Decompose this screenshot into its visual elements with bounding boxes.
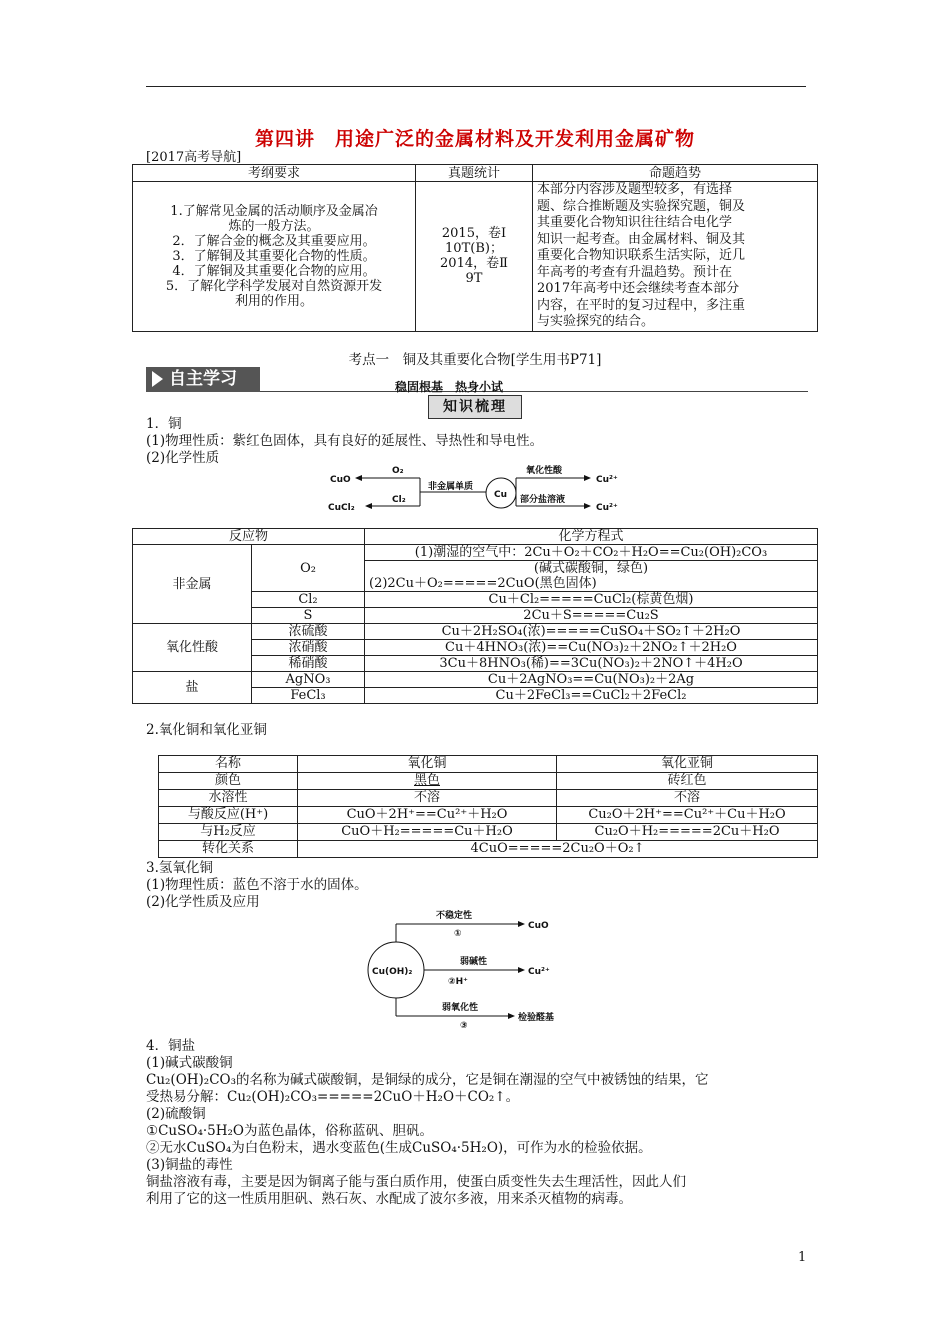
page-number: 1 <box>798 1250 807 1265</box>
trend-line: 知识一起考查。由金属材料、铜及其 <box>537 231 746 247</box>
oxide-cell: 4CuO=====2Cu₂O＋O₂↑ <box>298 841 818 858</box>
cell-agno3: AgNO₃ <box>252 672 365 688</box>
oxide-cell: Cu₂O＋2H⁺==Cu²⁺＋Cu＋H₂O <box>557 807 818 824</box>
cu-label: Cu <box>494 490 508 500</box>
req-line: 5．了解化学科学发展对自然资源开发 <box>165 278 383 294</box>
eq-o2-1b: (碱式碳酸铜，绿色) <box>365 561 818 577</box>
s1-heading: 1．铜 <box>146 416 182 432</box>
s4-1b: 受热易分解：Cu₂(OH)₂CO₃=====2CuO＋H₂O＋CO₂↑。 <box>146 1089 520 1105</box>
oxide-cell: Cu₂O＋H₂=====2Cu＋H₂O <box>557 824 818 841</box>
requirements-cell <box>133 182 416 332</box>
s4-3a: 铜盐溶液有毒，主要是因为铜离子能与蛋白质作用，使蛋白质变性失去生理活性，因此人们 <box>146 1174 686 1190</box>
oxide-cell: 不溶 <box>557 790 818 807</box>
stats-cell <box>416 182 533 332</box>
req-line: 利用的作用。 <box>234 293 313 309</box>
eq-fecl3: Cu＋2FeCl₃==CuCl₂＋2FeCl₂ <box>365 688 818 704</box>
s4-3: (3)铜盐的毒性 <box>146 1157 233 1173</box>
th-reactant: 反应物 <box>133 529 365 545</box>
stat-line: 2014，卷Ⅱ <box>440 256 508 272</box>
result-2: Cu²⁺ <box>528 967 550 977</box>
cell-cl2: Cl₂ <box>252 592 365 608</box>
num-2: ②H⁺ <box>448 977 468 987</box>
oxide-cell: CuO＋2H⁺==Cu²⁺＋H₂O <box>298 807 557 824</box>
oxide-table <box>158 755 818 858</box>
header-requirements: 考纲要求 <box>133 165 416 182</box>
guide-table <box>132 164 818 332</box>
header-trend: 命题趋势 <box>533 165 818 182</box>
cell-nonmetal: 非金属 <box>133 545 252 624</box>
th-equation: 化学方程式 <box>365 529 818 545</box>
num-3: ③ <box>460 1021 468 1028</box>
s4-3b: 利用了它的这一性质用胆矾、熟石灰、水配成了波尔多液，用来杀灭植物的病毒。 <box>146 1191 632 1207</box>
eq-o2-2: (2)2Cu＋O₂=====2CuO(黑色固体) <box>365 576 818 592</box>
cell-oxacid: 氧化性酸 <box>133 624 252 672</box>
req-line: 4．了解铜及其重要化合物的应用。 <box>172 263 376 279</box>
cell-fecl3: FeCl₃ <box>252 688 365 704</box>
copper-reaction-diagram <box>320 462 630 520</box>
oxide-cell: 不溶 <box>298 790 557 807</box>
trend-line: 与实验探究的结合。 <box>537 314 655 329</box>
cuoh2-label: Cu(OH)₂ <box>372 967 413 977</box>
trend-line: 其重要化合物知识往往结合电化学 <box>537 215 733 230</box>
s1-physical: (1)物理性质：紫红色固体，具有良好的延展性、导热性和导电性。 <box>146 433 544 449</box>
cell-s: S <box>252 608 365 624</box>
req-line: 炼的一般方法。 <box>228 218 320 234</box>
label-3: 弱氧化性 <box>442 1003 479 1013</box>
num-1: ① <box>454 929 462 939</box>
req-line: 2．了解合金的概念及其重要应用。 <box>172 233 376 249</box>
cell-salt: 盐 <box>133 672 252 704</box>
knowledge-box: 知识梳理 <box>428 395 522 419</box>
page-title: 第四讲 用途广泛的金属材料及开发利用金属矿物 <box>254 128 695 150</box>
oxide-cell: 转化关系 <box>159 841 298 858</box>
oxide-cell: 氧化亚铜 <box>557 756 818 773</box>
label-1: 不稳定性 <box>436 911 473 921</box>
s3-heading: 3.氢氧化铜 <box>146 860 213 876</box>
o2-label: O₂ <box>392 466 404 476</box>
salt-label: 部分盐溶液 <box>520 495 566 505</box>
cu2-label-a: Cu²⁺ <box>596 475 618 485</box>
cu2-label-b: Cu²⁺ <box>596 503 618 513</box>
banner-subtitle: 稳固根基 热身小试 <box>395 380 504 394</box>
cucl2-label: CuCl₂ <box>328 503 355 513</box>
self-study-banner <box>146 367 260 392</box>
cell-h2so4: 浓硫酸 <box>252 624 365 640</box>
eq-s: 2Cu＋S=====Cu₂S <box>365 608 818 624</box>
eq-o2-1: (1)潮湿的空气中：2Cu＋O₂＋CO₂＋H₂O==Cu₂(OH)₂CO₃ <box>365 545 818 561</box>
acid-label: 氧化性酸 <box>526 466 563 476</box>
oxide-cell: 黑色 <box>298 773 557 790</box>
s3-physical: (1)物理性质：蓝色不溶于水的固体。 <box>146 877 368 893</box>
eq-cl2: Cu＋Cl₂=====CuCl₂(棕黄色烟) <box>365 592 818 608</box>
label-2: 弱碱性 <box>460 957 488 967</box>
s2-heading: 2.氧化铜和氧化亚铜 <box>146 722 267 738</box>
stat-line: 10T(B)； <box>445 241 503 257</box>
stat-line: 9T <box>465 271 483 287</box>
trend-line: 年高考的考查有升温趋势。预计在 <box>537 264 733 280</box>
eq-h2so4: Cu＋2H₂SO₄(浓)=====CuSO₄＋SO₂↑＋2H₂O <box>365 624 818 640</box>
s4-2b: ②无水CuSO₄为白色粉末，遇水变蓝色(生成CuSO₄·5H₂O)，可作为水的检验依据。 <box>146 1140 652 1156</box>
s4-1: (1)碱式碳酸铜 <box>146 1055 233 1071</box>
reaction-table <box>132 528 818 704</box>
nonmetal-label: 非金属单质 <box>428 482 474 492</box>
eq-hno3c: Cu＋4HNO₃(浓)==Cu(NO₃)₂＋2NO₂↑＋2H₂O <box>365 640 818 656</box>
play-icon <box>152 371 163 387</box>
oxide-cell: 氧化铜 <box>298 756 557 773</box>
req-line: 1.了解常见金属的活动顺序及金属冶 <box>170 203 378 219</box>
banner-rule <box>260 391 808 392</box>
header-stats: 真题统计 <box>416 165 533 182</box>
trend-line: 2017年高考中还会继续考查本部分 <box>537 281 740 296</box>
oxide-cell: 颜色 <box>159 773 298 790</box>
nav-label: [2017高考导航] <box>146 150 242 165</box>
oxide-cell: 名称 <box>159 756 298 773</box>
trend-line: 重要化合物知识联系生活实际，近几 <box>537 248 746 263</box>
cell-o2: O₂ <box>252 545 365 592</box>
eq-agno3: Cu＋2AgNO₃==Cu(NO₃)₂＋2Ag <box>365 672 818 688</box>
s4-heading: 4．铜盐 <box>146 1038 196 1054</box>
trend-line: 内容，在平时的复习过程中，多注重 <box>537 297 746 313</box>
s4-2a: ①CuSO₄·5H₂O为蓝色晶体，俗称蓝矾、胆矾。 <box>146 1123 433 1139</box>
s3-chemical: (2)化学性质及应用 <box>146 894 260 910</box>
eq-hno3d: 3Cu＋8HNO₃(稀)==3Cu(NO₃)₂＋2NO↑＋4H₂O <box>365 656 818 672</box>
s1-chemical: (2)化学性质 <box>146 450 220 466</box>
cell-hno3d: 稀硝酸 <box>252 656 365 672</box>
trend-line: 本部分内容涉及题型较多，有选择 <box>537 182 733 197</box>
header-rule <box>146 86 806 87</box>
trend-line: 题、综合推断题及实验探究题，铜及 <box>537 198 746 214</box>
cl2-label: Cl₂ <box>392 495 406 505</box>
oxide-cell: CuO＋H₂=====Cu＋H₂O <box>298 824 557 841</box>
cuoh2-diagram <box>362 908 572 1028</box>
banner-text: 自主学习 <box>169 369 237 389</box>
result-1: CuO <box>528 921 549 931</box>
oxide-cell: 水溶性 <box>159 790 298 807</box>
section-heading: 考点一 铜及其重要化合物[学生用书P71] <box>348 352 602 368</box>
oxide-cell: 砖红色 <box>557 773 818 790</box>
s4-2: (2)硫酸铜 <box>146 1106 206 1122</box>
oxide-cell: 与酸反应(H⁺) <box>159 807 298 824</box>
req-line: 3．了解铜及其重要化合物的性质。 <box>172 248 376 264</box>
trend-cell <box>533 182 818 332</box>
cell-hno3c: 浓硝酸 <box>252 640 365 656</box>
cuo-label: CuO <box>330 475 351 485</box>
oxide-cell: 与H₂反应 <box>159 824 298 841</box>
result-3: 检验醛基 <box>518 1013 555 1023</box>
stat-line: 2015，卷Ⅰ <box>441 226 507 242</box>
s4-1a: Cu₂(OH)₂CO₃的名称为碱式碳酸铜，是铜绿的成分，它是铜在潮湿的空气中被锈蚀的结果，它 <box>146 1072 709 1088</box>
